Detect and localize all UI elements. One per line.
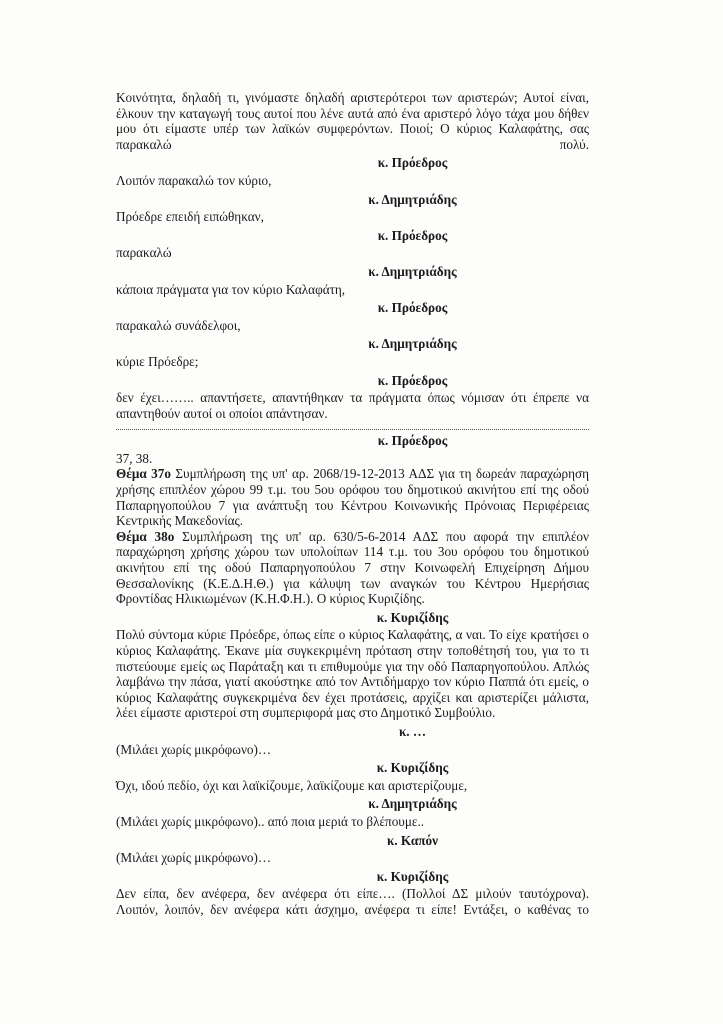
paragraph-intro: Κοινότητα, δηλαδή τι, γινόμαστε δηλαδή αριστερότεροι των αριστερών; Αυτοί είναι, έλκουν την καταγωγή τους αυτοί που λένε αυτά από ένα αριστερό λόγο τάχα μου δήθεν μου ότι είμαστε υπέρ των λαϊκών συμφερόντων. Ποιοί; Ο κύριος Καλαφάτης, σας παρακαλώ πολύ. — [116, 90, 589, 152]
speaker-label: κ. Κυριζίδης — [376, 868, 449, 884]
agenda-item-text: Συμπλήρωση της υπ' αρ. 630/5-6-2014 ΑΔΣ που αφορά την επιπλέον παραχώρηση χρήσης χώρου των υπολοίπων 114 τ.μ. του 3ου ορόφου του δημοτικού ακινήτου επί της οδού Παπαρηγοπούλου 7 στην Κοινωφελή Επιχείρηση Δήμου Θεσσαλονίκης (Κ.Ε.Δ.Η.Θ.) για κάλυψη των αναγκών του Κέντρου Ημερήσιας Φροντίδας Ηλικιωμένων (Κ.Η.Φ.Η.). Ο κύριος Κυριζίδης. — [116, 528, 589, 607]
page-body — [116, 90, 589, 918]
speaker-label: κ. Κυριζίδης — [376, 609, 449, 625]
speaker-label: κ. Δημητριάδης — [368, 263, 457, 279]
paragraph: Πολύ σύντομα κύριε Πρόεδρε, όπως είπε ο κύριος Καλαφάτης, α ναι. Το είχε κρατήσει ο κύριος Καλαφάτης. Έκανε μία συγκεκριμένη πρόταση στην τοποθέτησή του, για το τι πιστεύουμε εμείς ως Παράταξη και τι επιθυμούμε για την οδό Παπαρηγοπούλου. Απλώς λαμβάνω την πάσα, γιατί ακούστηκε από τον Αντιδήμαρχο τον κύριο Παππά ότι εμείς, ο κύριος Καλαφάτης συγκεκριμένα δεν έχει προτάσεις, αρχίζει και αριστερίζει μάλιστα, λέει είμαστε αριστεροί στη συμπεριφορά μας στο Δημοτικό Συμβούλιο. — [116, 627, 589, 721]
paragraph: παρακαλώ συνάδελφοι, — [116, 317, 241, 333]
paragraph: κύριε Πρόεδρε; — [116, 353, 199, 369]
item-numbers: 37, 38. — [116, 450, 153, 466]
paragraph: (Μιλάει χωρίς μικρόφωνο).. από ποια μεριά το βλέπουμε.. — [116, 813, 425, 829]
agenda-item-label: Θέμα 37ο — [116, 466, 171, 482]
paragraph: (Μιλάει χωρίς μικρόφωνο)… — [116, 741, 272, 757]
paragraph: Όχι, ιδού πεδίο, όχι και λαϊκίζουμε, λαϊκίζουμε και αριστερίζουμε, — [116, 777, 468, 793]
agenda-item-label: Θέμα 38ο — [116, 528, 175, 544]
speaker-label: κ. Δημητριάδης — [368, 336, 457, 352]
paragraph: Πρόεδρε επειδή ειπώθηκαν, — [116, 209, 264, 225]
speaker-label: κ. Πρόεδρος — [377, 372, 448, 388]
paragraph: δεν έχει…….. απαντήσετε, απαντήθηκαν τα πράγματα όπως νόμισαν ότι έπρεπε να απαντηθούν αυτοί οι οποίοι απάντησαν. — [116, 390, 589, 421]
paragraph: Λοιπόν παρακαλώ τον κύριο, — [116, 172, 272, 188]
paragraph: παρακαλώ — [116, 245, 172, 261]
agenda-item-37 — [116, 466, 589, 528]
agenda-item-text: Συμπλήρωση της υπ' αρ. 2068/19-12-2013 ΑΔΣ για τη δωρεάν παραχώρηση χρήσης επιπλέον χώρου 99 τ.μ. του 5ου ορόφου του δημοτικού ακινήτου επί της οδού Παπαρηγοπούλου 7 για ανάπτυξη του Κέντρου Κοινωνικής Πρόνοιας Περιφέρειας Κεντρικής Μακεδονίας. — [116, 466, 589, 529]
speaker-label: κ. Καπόν — [387, 832, 438, 848]
speaker-label: κ. Κυριζίδης — [376, 760, 449, 776]
paragraph: Δεν είπα, δεν ανέφερα, δεν ανέφερα ότι είπε…. (Πολλοί ΔΣ μιλούν ταυτόχρονα). Λοιπόν, λοιπόν, δεν ανέφερα κάτι άσχημο, ανέφερα τι είπε! Εντάξει, ο καθένας το — [116, 886, 589, 917]
speaker-label: κ. Πρόεδρος — [377, 155, 448, 171]
speaker-label: κ. Δημητριάδης — [368, 796, 457, 812]
speaker-label: κ. … — [398, 723, 427, 739]
speaker-label: κ. Πρόεδρος — [377, 433, 448, 449]
agenda-item-38 — [116, 529, 589, 607]
speaker-label: κ. Πρόεδρος — [377, 300, 448, 316]
dotted-separator — [116, 425, 589, 430]
paragraph: κάποια πράγματα για τον κύριο Καλαφάτη, — [116, 281, 346, 297]
paragraph: (Μιλάει χωρίς μικρόφωνο)… — [116, 850, 272, 866]
speaker-label: κ. Δημητριάδης — [368, 191, 457, 207]
speaker-label: κ. Πρόεδρος — [377, 227, 448, 243]
